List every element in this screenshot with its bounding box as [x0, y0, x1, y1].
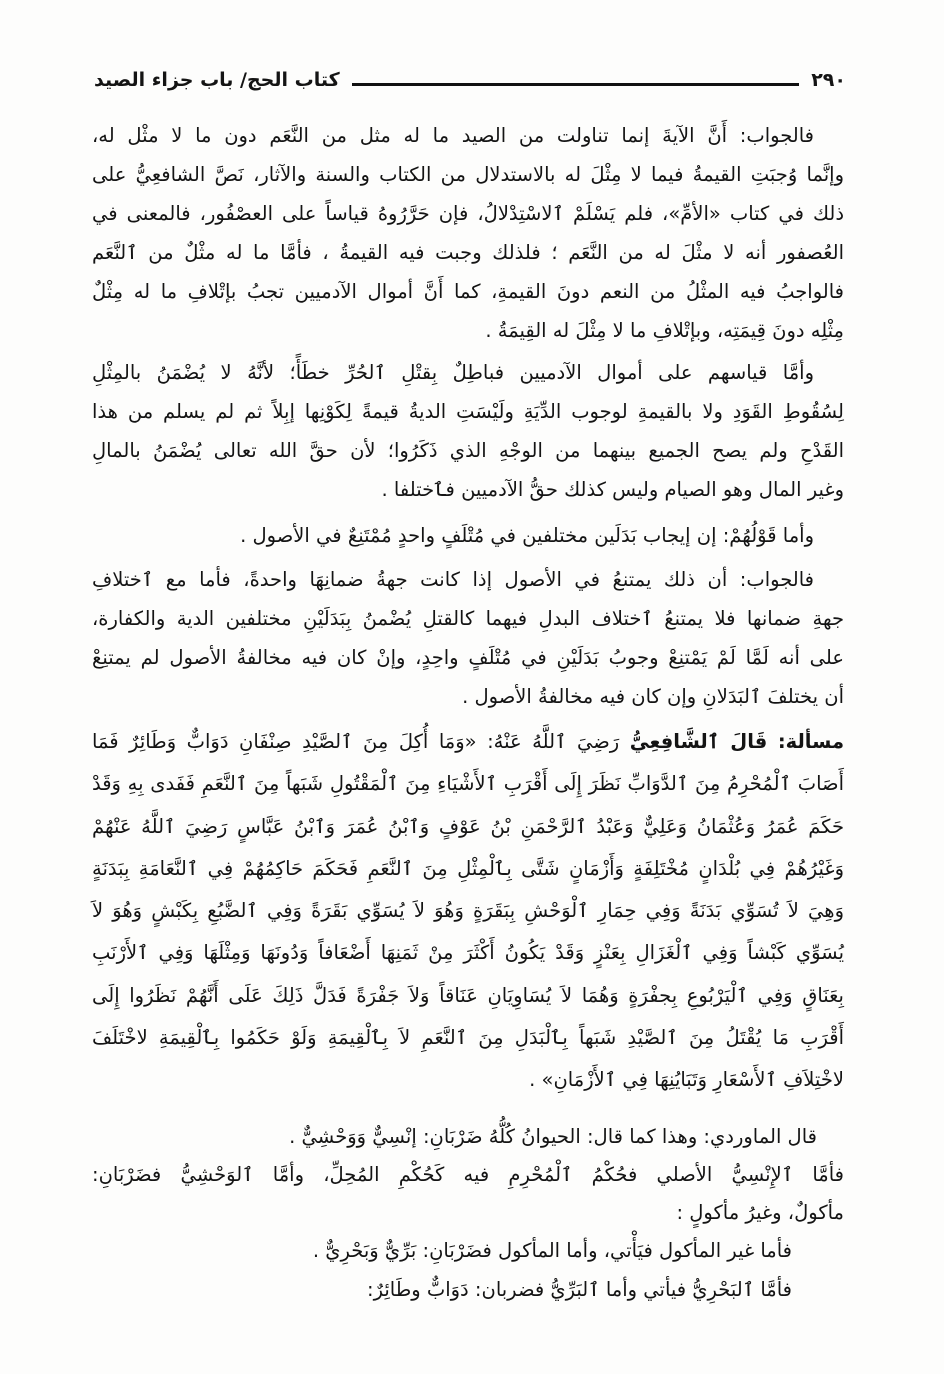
text-line: مأكولٌ، وغيرُ مأكولٍ : — [676, 1201, 844, 1225]
text-line: وأما قَوْلُهُمْ: إن إيجاب بَدَلَين مختلفين في مُتْلَفٍ واحدٍ مُمْتَنِعٌ في الأصول . — [240, 524, 814, 547]
text-line: القَدْحِ ولم يصح الجميع بينهما من الوجْهِ الذي ذَكَرُوا؛ لأن حقَّ الله تعالى يُضْمَنُ بالمالِ — [92, 439, 844, 462]
text-line: فالجواب: أَنَّ الآيةَ إنما تناولت من الصيد ما له مثل من النَّعَم دون ما لا مثْل له، — [92, 124, 814, 147]
text-line: فأمَّا ٱلبَحْرِيُّ فيأتي وأما ٱلبَرِّيُّ فضربان: دَوَابٌّ وطَائِرٌ: — [367, 1278, 792, 1302]
quote-text: رَضِيَ ٱللَّهُ عَنْهُ: «وَمَا أُكِلَ مِنَ ٱلصَّيْدِ صِنْفَانِ دَوَابٌّ وَطَائِرٌ فَمَا — [92, 730, 620, 753]
text-line: ذلك في كتاب «الأمِّ»، فلم يَسْلَمْ ٱلاسْتِدْلالُ، فإن حَرَّرُوهُ قياساً على العصْفُور، فالمعنى في — [92, 202, 844, 225]
paragraph-masala-quote — [92, 721, 844, 1101]
paragraph-answer-verse — [92, 116, 844, 350]
paragraph-edible — [92, 1232, 844, 1270]
text-line: قال الماوردي: وهذا كما قال: الحيوانُ كُلُّهُ ضَرْبَانِ: إنْسِيٌّ وَوَحْشِيٌّ . — [289, 1125, 817, 1149]
text-line: على أنه لَمَّا لَمْ يَمْتنِعْ وجوبُ بَدَلَيْنِ في مُتْلَفٍ واحِدٍ، وإنْ كان فيه مخالفةُ الأصول لم يمتنِعْ — [92, 646, 844, 669]
running-title: كتاب الحج/ باب جزاء الصيد — [94, 69, 340, 91]
paragraph-analogy — [92, 353, 844, 509]
text-line: فالجواب: أن ذلك يمتنعُ في الأصول إذا كانت جهةُ ضمانِهَا واحدةً، فأما مع ٱختلافِ — [92, 568, 814, 591]
text-line: العُصفور أنه لا مثْلَ له من النَّعَم ؛ فلذلك وجبت فيه القيمةُ ، فأمَّا ما له مثْلٌ من ٱلنَّعَم — [92, 241, 844, 264]
text-line: أن يختلفَ ٱلبَدَلانِ وإن كان فيه مخالفةُ الأصول . — [462, 685, 844, 708]
text-line: فالواجبُ فيه المثْلُ من النعم دونَ القيمةِ، كما أَنَّ أموال الآدميين تجبُ بإتْلافِ ما له مِثْلٌ — [92, 280, 844, 303]
text-line: جهةِ ضمانها فلا يمتنعُ ٱختلاف البدلِ فيهما كالقتلِ يُضْمنُ بِبَدَلَيْنِ مختلفين الدية والكفارة، — [92, 607, 844, 630]
page-header — [94, 64, 846, 96]
text-line: وغير المال وهو الصيام وليس كذلك حقُّ الآدميين فٱختلفا . — [381, 478, 844, 501]
paragraph-answer-objection — [92, 560, 844, 716]
body-text — [92, 116, 844, 1310]
text-line: فأما غير المأكول فيَأْتي، وأما المأكول فضَرْبَانِ: بَرِّيٌّ وَبَحْرِيٌّ . — [312, 1239, 792, 1263]
text-line: لاخْتِلاَفِ ٱلأَسْعَارِ وَتَبَايُنِهَا فِي ٱلأَزْمَانِ» . — [529, 1068, 844, 1091]
text-line: فأمَّا ٱلإِنْسِيُّ الأصلي فحُكْمُ ٱلْمُحْرِمِ فيه كَحُكْمِ المُحِلِّ، وأمَّا ٱلوَحْشِيُّ فضَرْبَانِ: — [92, 1163, 844, 1187]
text-line: لِسُقُوطِ القَوَدِ ولا بالقيمةِ لوجوب الدِّيَةِ ولَيْسَتِ الديةُ قيمةً لِكَوْنِها إبِلاً ثم لم يسلم من هذا — [92, 400, 844, 423]
text-line: وإنَّما وُجبَتِ القيمةُ فيما لا مِثْلَ له بالاستدلال من الكتاب والسنة والآثار، نَصَّ الشافعِيُّ على — [92, 163, 844, 186]
paragraph-objection — [92, 516, 844, 555]
masala-label: مسألة: — [777, 730, 845, 753]
paragraph-domestic-wild — [92, 1156, 844, 1232]
paragraph-land-sea — [92, 1270, 844, 1310]
text-line: وَهِيَ لاَ تُسَوِّي بَدَنَةً وَفِي حِمَارِ ٱلْوَحْشِ بِبَقَرَةٍ وَهُوَ لاَ يُسَوِّي بَقَرَةً وَفِي ٱلضَّبُعِ بِكَبْشٍ وَهُوَ لاَ — [92, 899, 844, 922]
page-number: ٢٩٠ — [811, 69, 846, 91]
text-line: أَقْرَبِ مَا يُقْتَلُ مِنَ ٱلصَّيْدِ شَبَهاً بِٱلْبَدَلِ مِنَ ٱلنَّعَمِ لاَ بِٱلْقِيمَةِ وَلَوْ حَكَمُوا بِٱلْقِيمَةِ لاخْتَلَفَ — [92, 1025, 844, 1049]
text-line — [92, 721, 844, 763]
header-rule — [352, 83, 800, 86]
text-line: يُسَوِّي كَبْشاً وَفِي ٱلْغَزَالِ بِعَنْزٍ وَقَدْ يَكُونُ أَكْثَرَ مِنْ ثَمَنِهَا أَضْعَافاً وَدُونَهَا وَمِثْلَهَا وَفِي ٱلأَرْنَبِ — [92, 941, 844, 965]
text-line: بِعَنَاقٍ وَفِي ٱلْيَرْبُوعِ بِجفْرَةٍ وَهُمَا لاَ يُسَاوِيَانِ عَنَاقاً وَلاَ جَفْرَةً فَدَلَّ ذَلِكَ عَلَى أَنَّهُمْ نَظَرُوا إِلَى — [92, 983, 844, 1007]
text-line: أَصَابَ ٱلْمُحْرِمُ مِنَ ٱلدَّوَابِّ نَظَرَ إِلَى أَقْرَبِ ٱلأَشْيَاءِ مِنَ ٱلْمَقْتُولِ شَبَهاً مِنَ ٱلنَّعَمِ فَفَدى بِهِ وَقَدْ — [92, 772, 844, 796]
speaker-name: قَالَ ٱلشَّافِعِيُّ — [629, 730, 768, 753]
text-line: مِثْلِه دونَ قِيمَتِه، وبإتْلافِ ما لا مِثْلَ له القِيمَةُ . — [485, 319, 844, 342]
text-line: وَغَيْرُهُمْ فِي بُلْدَانٍ مُخْتَلِفَةٍ وَأَزْمَانٍ شَتَّى بِٱلْمِثْلِ مِنَ ٱلنَّعَمِ فَحَكَمَ حَاكِمُهُمْ فِي ٱلنَّعَامَةِ بِبَدَنَةٍ — [92, 856, 844, 880]
text-line: وأمَّا قياسهم على أموال الآدميين فباطِلٌ بِقتْلِ ٱلحُرِّ خطَأً؛ لأنَّهُ لا يُضْمَنُ بالمِثْلِ — [92, 361, 814, 384]
text-line: حَكَمَ عُمَرُ وَعُثْمَانُ وَعَلِيٌّ وَعَبْدُ ٱلرَّحْمَنِ بْنُ عَوْفٍ وَٱبْنُ عُمَرَ وَٱبْنُ عَبَّاسٍ رَضِيَ ٱللَّهُ عَنْهُمْ — [92, 814, 844, 838]
paragraph-mawardi — [92, 1117, 844, 1156]
